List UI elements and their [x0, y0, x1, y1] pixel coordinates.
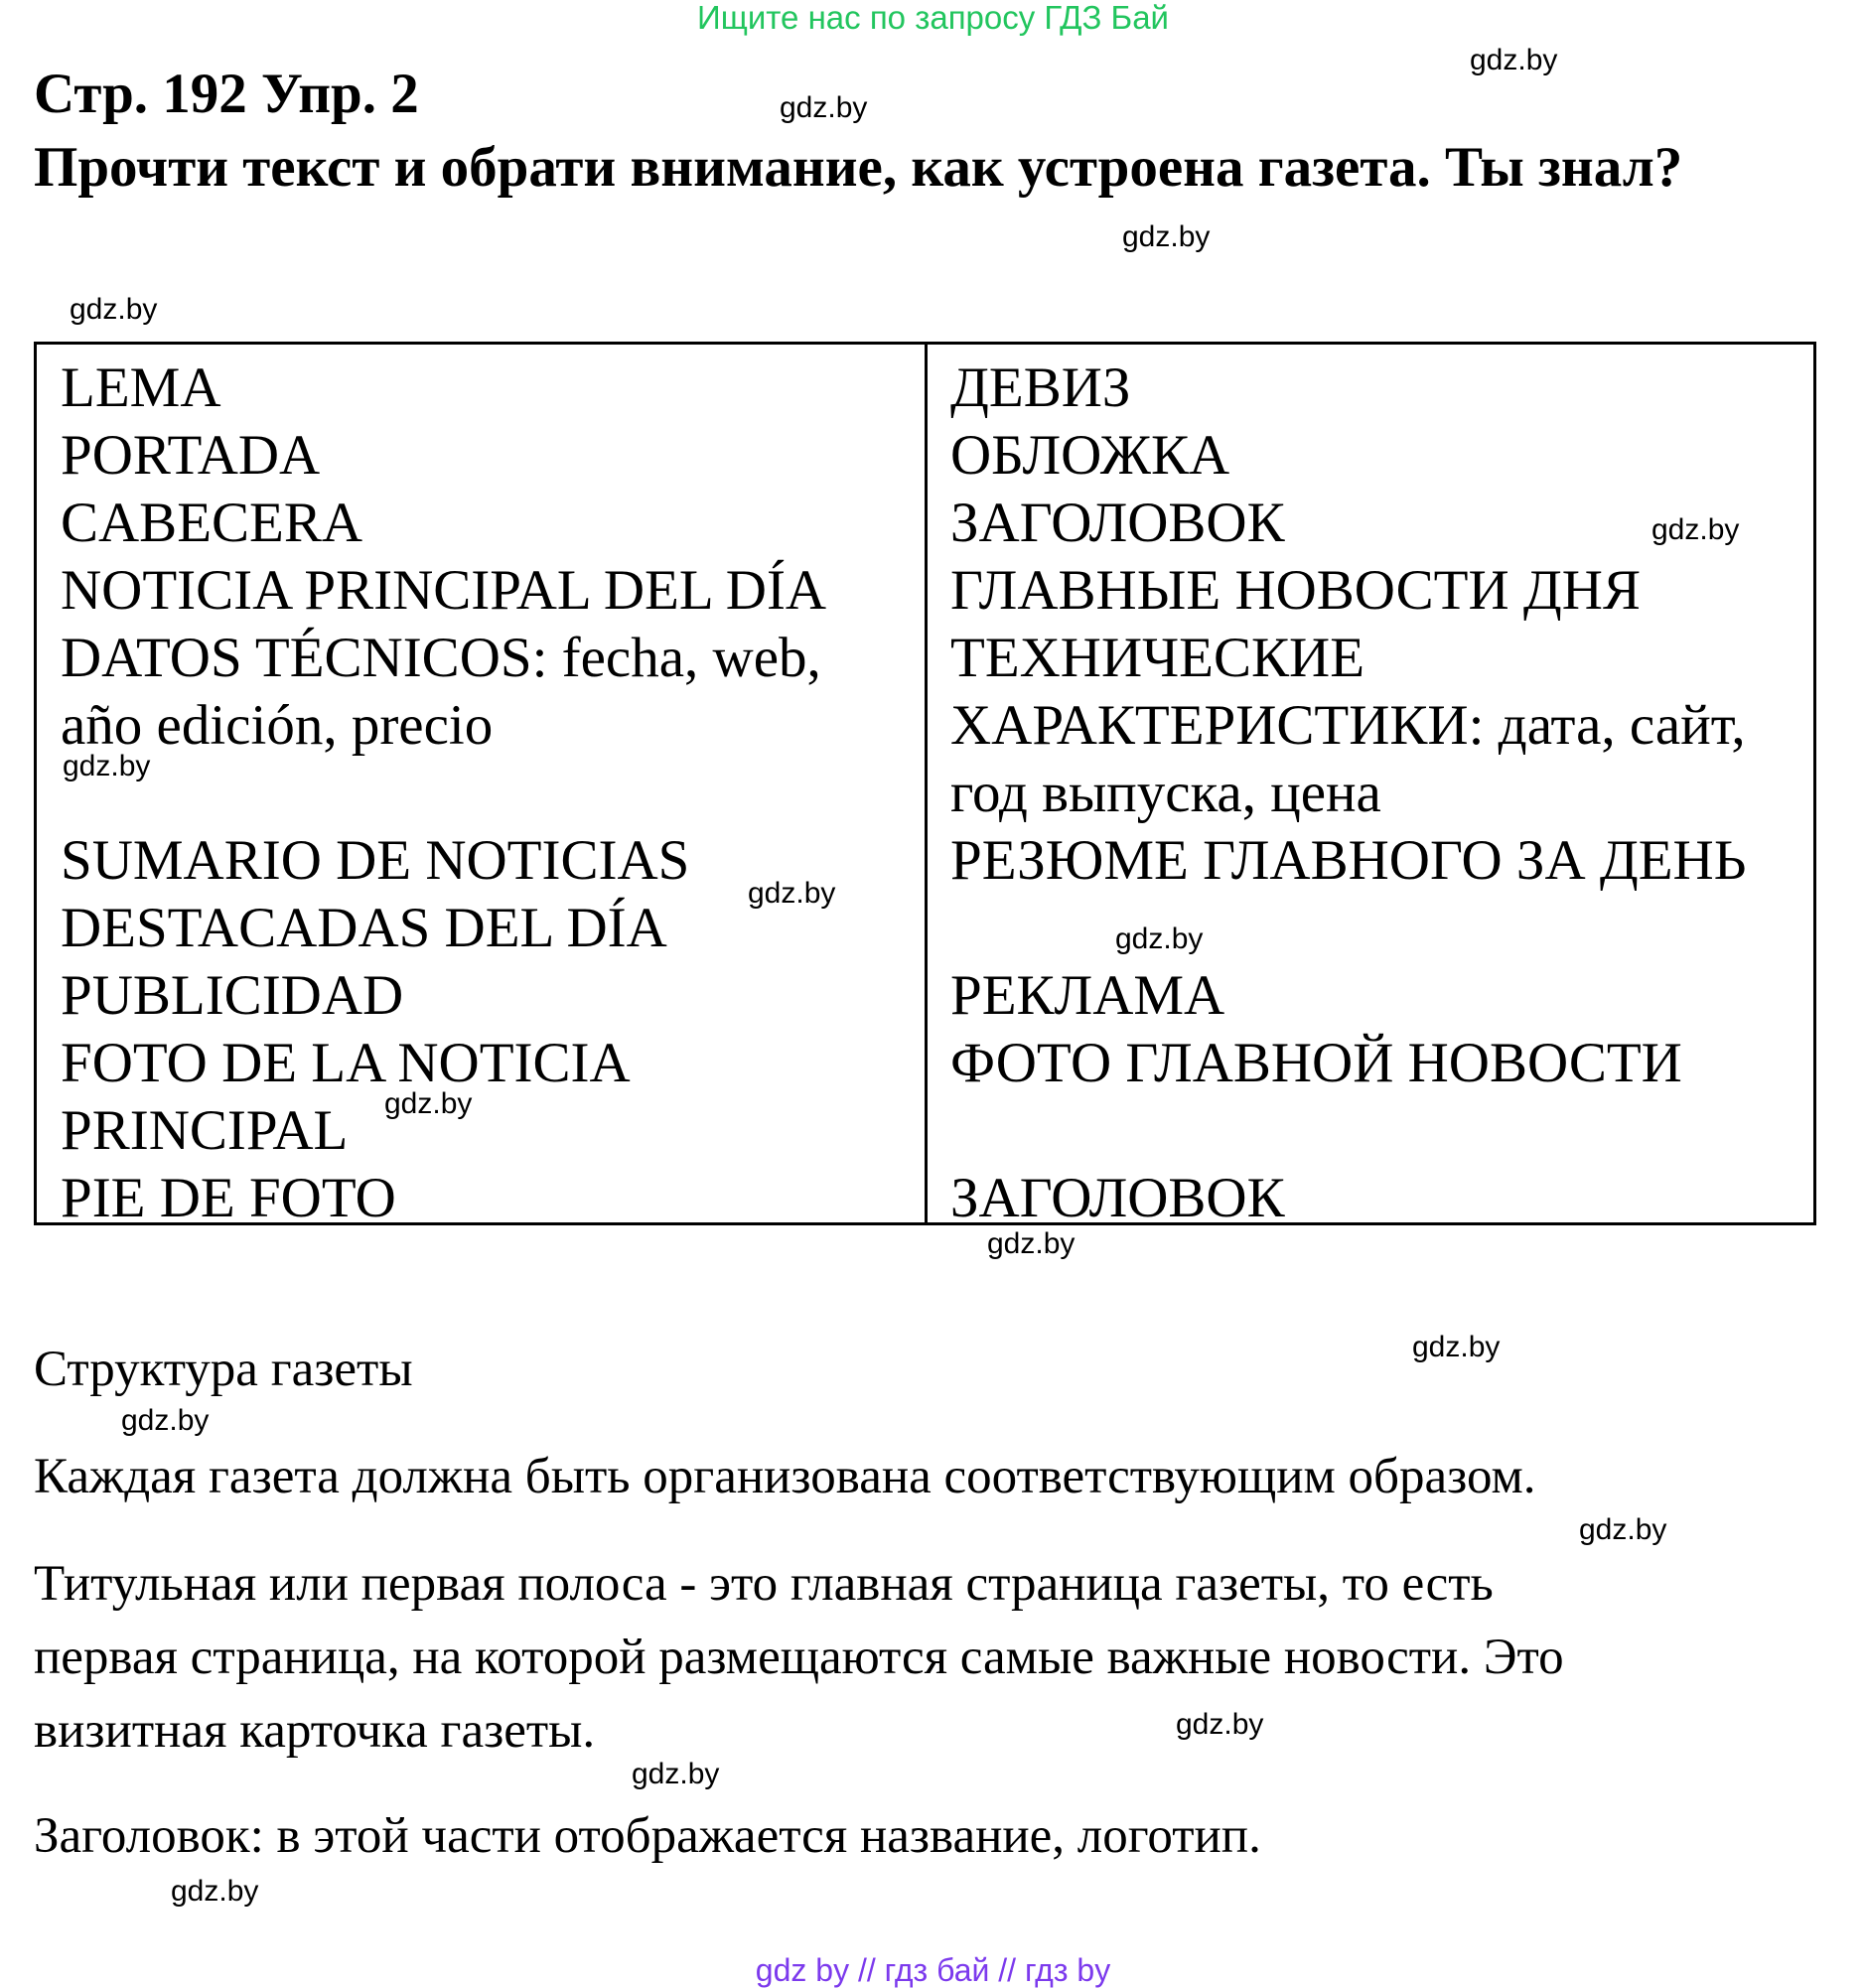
table-cell-es: DATOS TÉCNICOS: fecha, web,	[61, 627, 821, 689]
vocabulary-table	[34, 342, 1816, 1229]
watermark: gdz.by	[171, 1875, 259, 1908]
watermark: gdz.by	[1115, 923, 1204, 955]
watermark: gdz.by	[780, 91, 868, 124]
paragraph: Каждая газета должна быть организована соответствующим образом.	[34, 1449, 1536, 1504]
table-cell-ru: год выпуска, цена	[950, 762, 1381, 824]
table-cell-ru: ХАРАКТЕРИСТИКИ: дата, сайт,	[950, 694, 1746, 757]
table-cell-es: LEMA	[61, 356, 221, 419]
watermark: gdz.by	[70, 293, 158, 326]
table-cell-ru: ДЕВИЗ	[950, 356, 1131, 419]
table-cell-es: PUBLICIDAD	[61, 964, 404, 1027]
paragraph-line: Титульная или первая полоса - это главная страница газеты, то есть	[34, 1556, 1494, 1612]
table-cell-ru: ГЛАВНЫЕ НОВОСТИ ДНЯ	[950, 559, 1641, 622]
watermark: gdz.by	[748, 877, 836, 910]
paragraph: Заголовок: в этой части отображается название, логотип.	[34, 1808, 1261, 1864]
watermark: gdz.by	[1412, 1331, 1501, 1363]
watermark: gdz.by	[384, 1087, 473, 1120]
table-cell-ru: ЗАГОЛОВОК	[950, 492, 1285, 554]
table-cell-ru: ОБЛОЖКА	[950, 424, 1230, 487]
page-title: Стр. 192 Упр. 2	[34, 63, 419, 125]
table-cell-ru: ТЕХНИЧЕСКИЕ	[950, 627, 1365, 689]
table-cell-es: PRINCIPAL	[61, 1099, 349, 1162]
table-cell-ru: РЕКЛАМА	[950, 964, 1225, 1027]
footer-links: gdz by // гдз бай // гдз by	[755, 1952, 1111, 1988]
watermark: gdz.by	[1651, 513, 1740, 546]
watermark: gdz.by	[632, 1758, 720, 1790]
watermark: gdz.by	[987, 1227, 1076, 1260]
table-cell-es: PIE DE FOTO	[61, 1167, 396, 1229]
watermark: gdz.by	[63, 750, 151, 782]
table-cell-ru: РЕЗЮМЕ ГЛАВНОГО ЗА ДЕНЬ	[950, 829, 1747, 892]
table-cell-es: CABECERA	[61, 492, 363, 554]
table-cell-es: SUMARIO DE NOTICIAS	[61, 829, 690, 892]
watermark: gdz.by	[1470, 44, 1558, 76]
watermark: gdz.by	[1176, 1708, 1264, 1741]
paragraph-line: первая страница, на которой размещаются самые важные новости. Это	[34, 1630, 1564, 1685]
table-cell-es: DESTACADAS DEL DÍA	[61, 897, 667, 959]
table-divider	[925, 345, 928, 1222]
paragraph-line: визитная карточка газеты.	[34, 1703, 596, 1759]
task-heading: Прочти текст и обрати внимание, как устроена газета. Ты знал?	[34, 136, 1683, 199]
watermark: gdz.by	[1122, 220, 1211, 253]
watermark: gdz.by	[121, 1404, 210, 1437]
watermark: gdz.by	[1579, 1513, 1667, 1546]
top-banner: Ищите нас по запросу ГДЗ Бай	[697, 0, 1169, 36]
table-cell-ru: ФОТО ГЛАВНОЙ НОВОСТИ	[950, 1032, 1682, 1094]
table-cell-es: NOTICIA PRINCIPAL DEL DÍA	[61, 559, 827, 622]
table-cell-es: FOTO DE LA NOTICIA	[61, 1032, 631, 1094]
table-cell-es: año edición, precio	[61, 694, 494, 757]
table-cell-es: PORTADA	[61, 424, 321, 487]
section-title: Структура газеты	[34, 1342, 413, 1397]
table-cell-ru: ЗАГОЛОВОК	[950, 1167, 1285, 1229]
